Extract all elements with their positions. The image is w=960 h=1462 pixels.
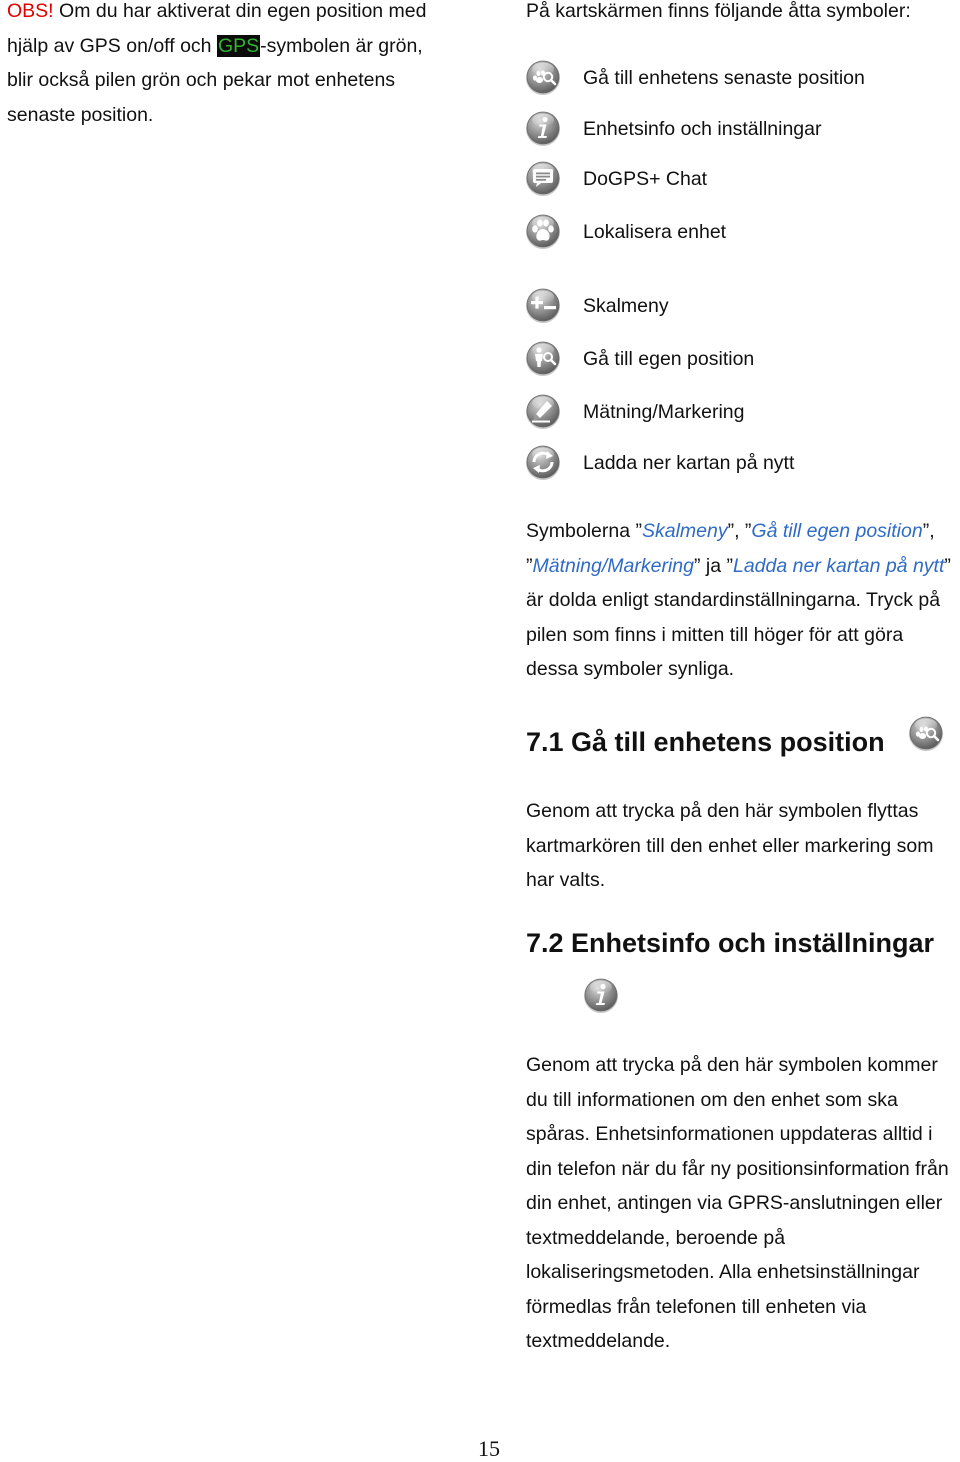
paragraph-line: Genom att trycka på den här symbolen kommer [526, 1054, 938, 1076]
symbol-label: Mätning/Markering [583, 400, 745, 423]
section-7-1-body [526, 794, 934, 898]
plus-minus-icon [524, 286, 562, 324]
paragraph-line: dessa symboler synliga. [526, 658, 735, 680]
paragraph-line: har valts. [526, 869, 606, 891]
symbol-label: Skalmeny [583, 294, 669, 317]
paragraph-line: din enhet, antingen via GPRS-anslutningen eller [526, 1192, 943, 1214]
obs-text: -symbolen är grön, [260, 34, 423, 57]
paragraph-line: spåras. Enhetsinformationen uppdateras alltid i [526, 1123, 933, 1145]
symbol-label: Gå till enhetens senaste position [583, 66, 865, 89]
obs-line-3: blir också pilen grön och pekar mot enhetens [7, 69, 396, 91]
symbol-row-device-info [524, 109, 944, 149]
paragraph-line: lokaliseringsmetoden. Alla enhetsinställningar [526, 1261, 920, 1283]
symbol-row-go-to-device [524, 58, 944, 98]
section-7-2-body [526, 1048, 949, 1359]
page-number: 15 [478, 1436, 500, 1461]
text: ” ja ” [693, 554, 733, 577]
paragraph-line: textmeddelande. [526, 1330, 671, 1352]
paragraph-line: förmedlas från telefonen till enheten via [526, 1295, 867, 1318]
symbol-row-locate-device [524, 212, 944, 252]
symbol-row-scale-menu [524, 286, 944, 326]
gps-badge: GPS [217, 34, 260, 57]
link-skalmeny: Skalmeny [641, 520, 728, 542]
symbol-label: Lokalisera enhet [583, 220, 727, 243]
paragraph-line: du till informationen om den enhet som ska [526, 1088, 898, 1111]
chat-icon [524, 159, 562, 197]
paw-search-icon [907, 714, 945, 752]
text: Symbolerna ” [526, 520, 642, 542]
section-7-2-heading: 7.2 Enhetsinfo och inställningar [526, 928, 935, 958]
symbol-row-chat [524, 159, 944, 199]
text: ” [944, 554, 951, 577]
paw-icon [524, 212, 562, 250]
symbol-row-measure-mark [524, 392, 944, 432]
paw-search-icon [524, 58, 562, 96]
paragraph-line [526, 514, 951, 549]
obs-line-2 [7, 29, 426, 64]
symbol-row-go-to-own-position [524, 339, 944, 379]
symbols-intro: På kartskärmen finns följande åtta symboler: [526, 0, 911, 22]
person-search-icon [524, 339, 562, 377]
symbol-label: DoGPS+ Chat [583, 167, 708, 190]
symbol-label: Gå till egen position [583, 347, 755, 370]
paragraph-line: textmeddelande, beroende på [526, 1226, 786, 1249]
paragraph-line: kartmarkören till den enhet eller markering som [526, 834, 934, 857]
paragraph-line: är dolda enligt standardinställningarna. Tryck på [526, 589, 941, 611]
info-icon [582, 976, 620, 1014]
section-7-1-heading: 7.1 Gå till enhetens position [526, 727, 885, 757]
hidden-symbols-paragraph [526, 514, 951, 687]
obs-line-1 [7, 0, 426, 29]
obs-note [7, 0, 426, 132]
info-icon [524, 109, 562, 147]
refresh-icon [524, 443, 562, 481]
paragraph-line [526, 549, 951, 584]
obs-line-4: senaste position. [7, 103, 154, 126]
paragraph-line: Genom att trycka på den här symbolen flyttas [526, 800, 919, 822]
text: ”, ” [727, 520, 752, 542]
text: ” [526, 554, 533, 577]
symbol-row-reload-map [524, 443, 944, 483]
symbol-label: Ladda ner kartan på nytt [583, 451, 795, 474]
text: ”, [922, 520, 935, 542]
obs-label: OBS! [7, 0, 54, 22]
paragraph-line: pilen som finns i mitten till höger för att göra [526, 623, 904, 646]
link-ladda-ner-kartan: Ladda ner kartan på nytt [732, 554, 945, 577]
obs-text: hjälp av GPS on/off och [7, 34, 217, 57]
pencil-icon [524, 392, 562, 430]
link-ga-till-egen-position: Gå till egen position [751, 520, 923, 542]
symbol-label: Enhetsinfo och inställningar [583, 117, 822, 140]
obs-text: Om du har aktiverat din egen position med [53, 0, 427, 22]
link-matning-markering: Mätning/Markering [532, 554, 694, 577]
paragraph-line: din telefon när du får ny positionsinformation från [526, 1157, 949, 1180]
